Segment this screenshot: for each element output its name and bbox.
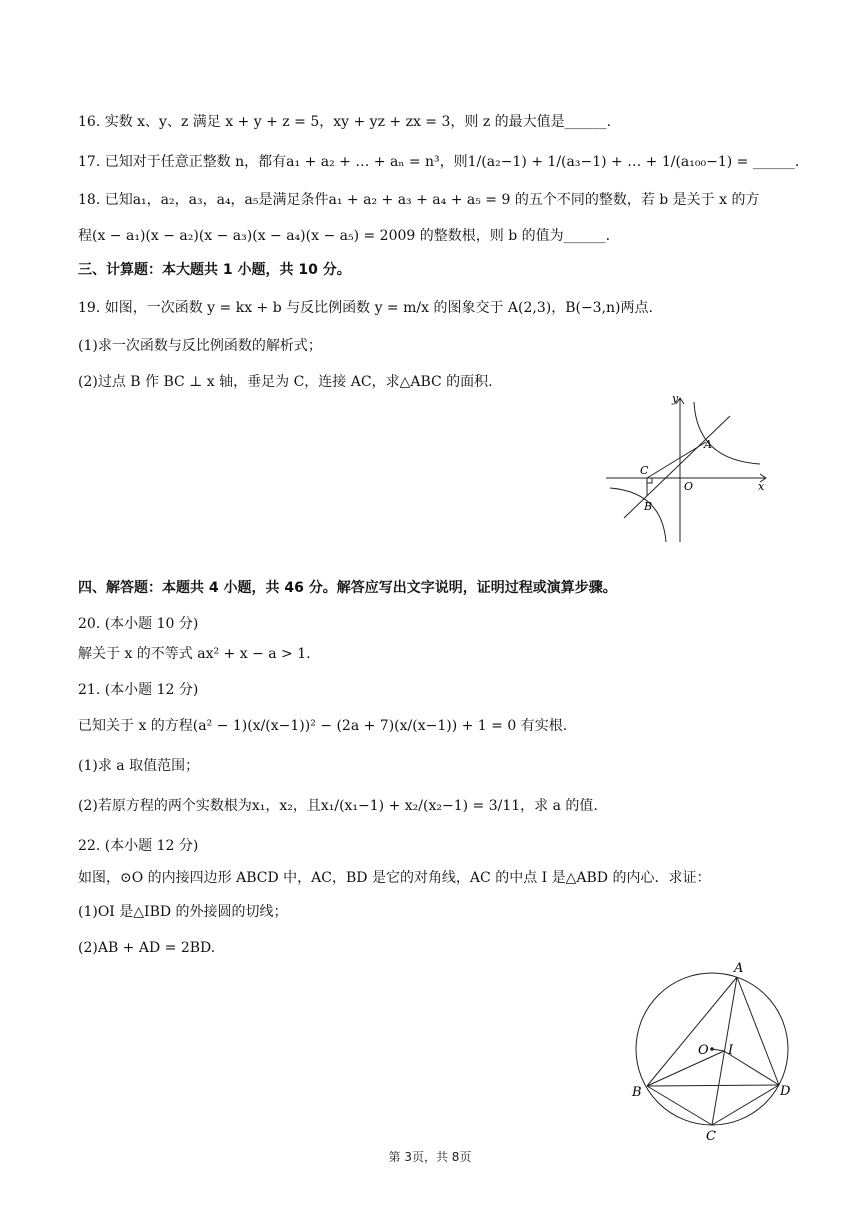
label-A: A [704, 438, 712, 451]
q17: 17. 已知对于任意正整数 n，都有a₁ + a₂ + … + aₙ = n³，则1/(a₂−1) + 1/(a₃−1) + … + 1/(a₁₀₀−1) = ______. [78, 154, 800, 170]
q21-body: 已知关于 x 的方程(a² − 1)(x/(x−1))² − (2a + 7)(x/(x−1)) + 1 = 0 有实根. [78, 718, 568, 734]
hyperbola-branch-2 [610, 488, 666, 542]
label-A: A [734, 961, 744, 976]
q20-body: 解关于 x 的不等式 ax² + x − a > 1. [78, 646, 311, 662]
label-C: C [640, 464, 649, 477]
label-I: I [728, 1043, 734, 1058]
segment-CD [712, 1085, 779, 1125]
q19: 19. 如图，一次函数 y = kx + b 与反比例函数 y = m/x 的图象交于 A(2,3)，B(−3,n)两点. [78, 300, 653, 316]
q21-heading: 21. (本小题 12 分) [78, 682, 199, 698]
q22-body: 如图，⊙O 的内接四边形 ABCD 中，AC，BD 是它的对角线，AC 的中点 I 是△ABD 的内心．求证： [78, 870, 711, 886]
label-O: O [684, 480, 694, 493]
point-O [710, 1047, 714, 1051]
label-y: y [672, 392, 679, 405]
q18-line2: 程(x − a₁)(x − a₂)(x − a₃)(x − a₄)(x − a₅) = 2009 的整数根，则 b 的值为______. [78, 228, 611, 244]
figure-q19 [600, 392, 775, 546]
hyperbola-branch-1 [694, 402, 760, 464]
segment-BD [647, 1085, 779, 1086]
segment-AD [737, 977, 779, 1085]
segment-OI [712, 1049, 724, 1051]
q19-part1: (1)求一次函数与反比例函数的解析式； [78, 338, 322, 354]
section-4-heading: 四、解答题：本题共 4 小题，共 46 分。解答应写出文字说明，证明过程或演算步骤。 [78, 580, 617, 596]
q22-heading: 22. (本小题 12 分) [78, 838, 199, 854]
label-B: B [644, 500, 653, 513]
q20-heading: 20. (本小题 10 分) [78, 616, 199, 632]
q16: 16. 实数 x、y、z 满足 x + y + z = 5，xy + yz + zx = 3，则 z 的最大值是______. [78, 114, 612, 130]
segment-BI [647, 1051, 724, 1086]
segment-AC [647, 442, 706, 478]
q22-part1: (1)OI 是△IBD 的外接圆的切线； [78, 904, 288, 920]
q22-part2: (2)AB + AD = 2BD. [78, 940, 216, 956]
q19-part2: (2)过点 B 作 BC ⊥ x 轴，垂足为 C，连接 AC，求△ABC 的面积. [78, 374, 493, 390]
q18-line1: 18. 已知a₁，a₂，a₃，a₄，a₅是满足条件a₁ + a₂ + a₃ + a₄ + a₅ = 9 的五个不同的整数，若 b 是关于 x 的方 [78, 192, 760, 208]
q21-part2: (2)若原方程的两个实数根为x₁，x₂，且x₁/(x₁−1) + x₂/(x₂−1) = 3/11，求 a 的值. [78, 798, 598, 814]
label-B: B [632, 1085, 642, 1100]
segment-BC [647, 1086, 712, 1125]
page-footer: 第 3页，共 8页 [388, 1150, 472, 1164]
figure-q22 [626, 956, 798, 1144]
label-O: O [698, 1043, 709, 1058]
q21-part1: (1)求 a 取值范围； [78, 758, 200, 774]
right-angle-mark [647, 478, 652, 483]
section-3-heading: 三、计算题：本大题共 1 小题，共 10 分。 [78, 262, 351, 278]
label-D: D [780, 1084, 791, 1099]
label-C: C [706, 1129, 716, 1144]
label-x: x [758, 480, 765, 493]
